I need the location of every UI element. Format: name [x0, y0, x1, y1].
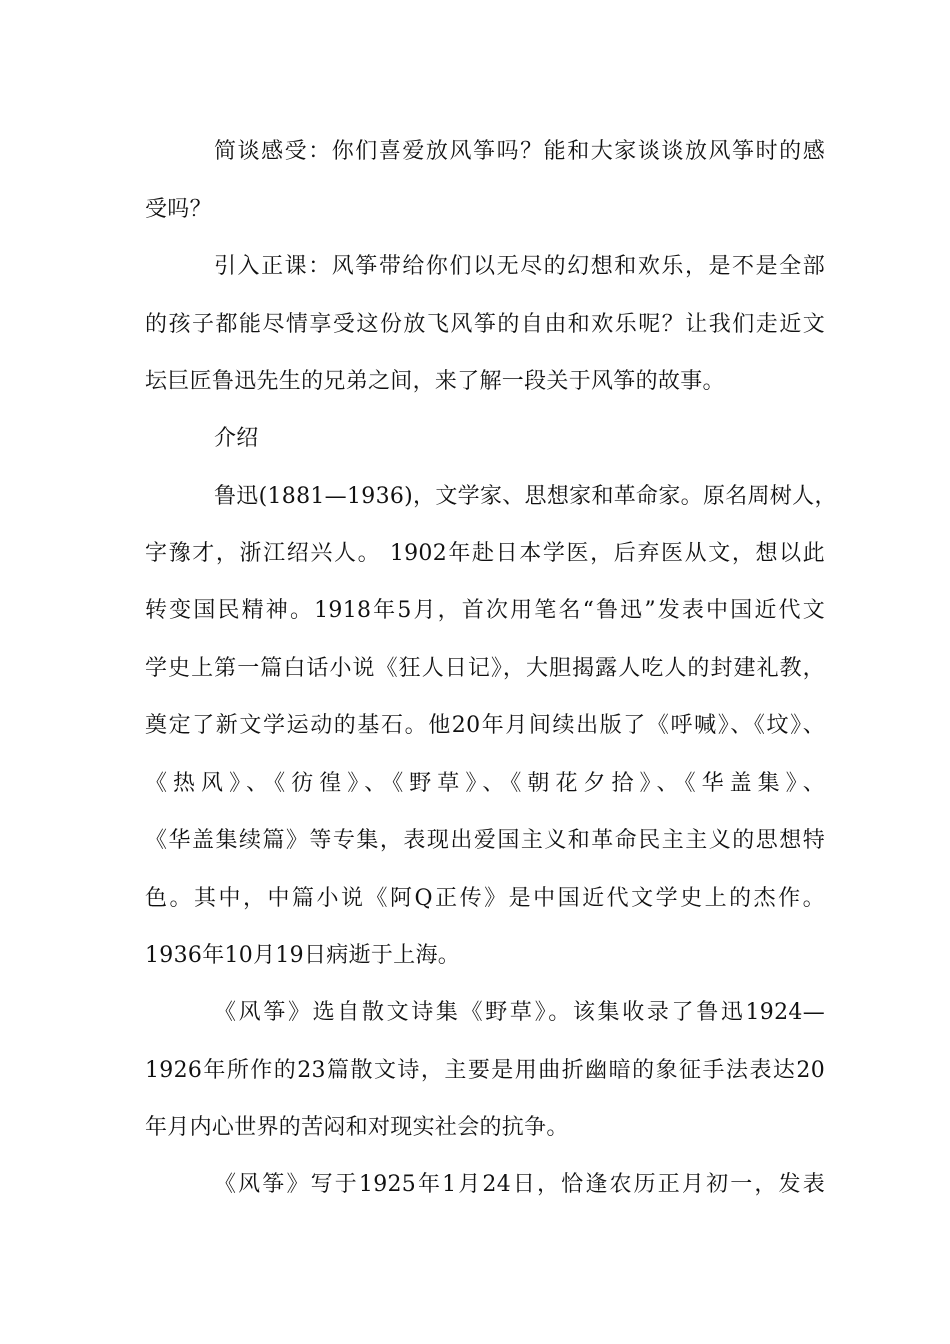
paragraph-line: 受吗？: [145, 197, 212, 222]
paragraph-line: 坛巨匠鲁迅先生的兄弟之间，来了解一段关于风筝的故事。: [145, 369, 725, 394]
paragraph-line: 引入正课：风筝带给你们以无尽的幻想和欢乐，是不是全部: [214, 254, 825, 279]
paragraph-line: 《华盖集续篇》等专集，表现出爱国主义和革命民主主义的思想特: [145, 828, 825, 853]
paragraph-line: 鲁迅(1881—1936)，文学家、思想家和革命家。原名周树人，: [214, 484, 837, 509]
paragraph-line: 年月内心世界的苦闷和对现实社会的抗争。: [145, 1115, 569, 1140]
section-heading: 介绍: [214, 426, 259, 451]
paragraph-line: 《风筝》选自散文诗集《野草》。该集收录了鲁迅1924—: [214, 1000, 825, 1025]
paragraph-line: 《热风》、《彷徨》、《野草》、《朝花夕拾》、《华盖集》、: [145, 771, 825, 796]
paragraph-line: 色。其中，中篇小说《阿Q正传》是中国近代文学史上的杰作。: [145, 886, 825, 911]
paragraph-line: 《风筝》写于1925年1月24日，恰逢农历正月初一，发表: [214, 1172, 825, 1197]
paragraph-line: 奠定了新文学运动的基石。他20年月间续出版了《呼喊》、《坟》、: [145, 713, 825, 738]
paragraph-line: 1926年所作的23篇散文诗，主要是用曲折幽暗的象征手法表达20: [145, 1058, 825, 1083]
paragraph-line: 字豫才，浙江绍兴人。 1902年赴日本学医，后弃医从文，想以此: [145, 541, 825, 566]
paragraph-line: 转变国民精神。1918年5月，首次用笔名“鲁迅”发表中国近代文: [145, 598, 825, 623]
paragraph-line: 的孩子都能尽情享受这份放飞风筝的自由和欢乐呢？让我们走近文: [145, 312, 825, 337]
paragraph-line: 简谈感受：你们喜爱放风筝吗？能和大家谈谈放风筝时的感: [214, 139, 825, 164]
paragraph-line: 1936年10月19日病逝于上海。: [145, 943, 461, 968]
paragraph-line: 学史上第一篇白话小说《狂人日记》，大胆揭露人吃人的封建礼教，: [145, 656, 825, 681]
